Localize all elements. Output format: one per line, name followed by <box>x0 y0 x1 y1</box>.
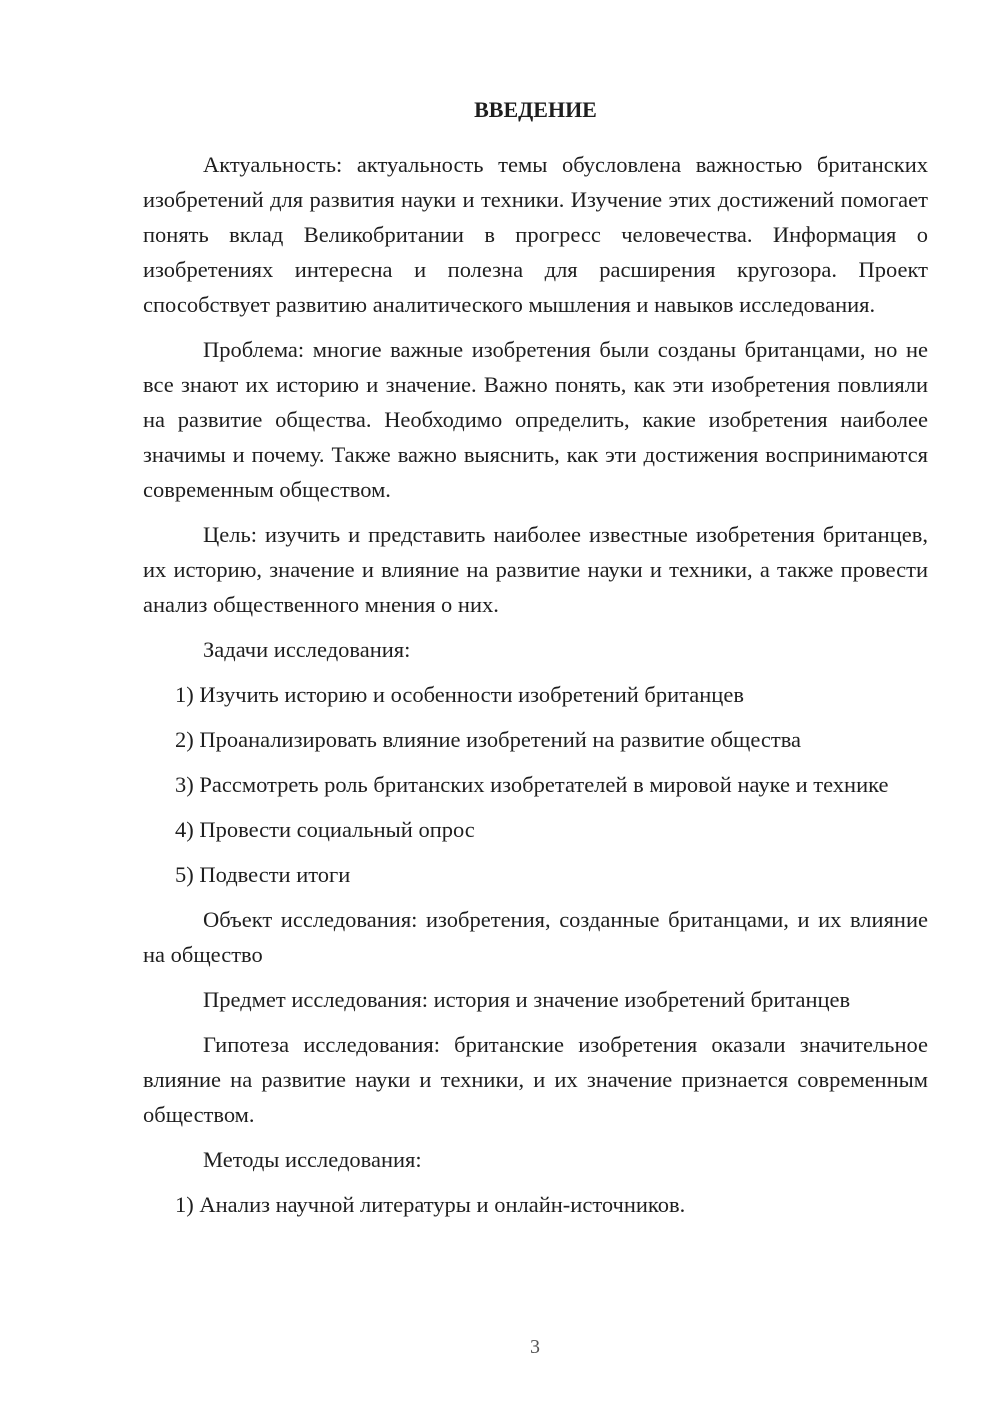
paragraph-subject: Предмет исследования: история и значение изобретений британцев <box>203 987 851 1012</box>
method-item-1: 1) Анализ научной литературы и онлайн-источников. <box>175 1192 686 1217</box>
task-item-5: 5) Подвести итоги <box>175 862 351 887</box>
task-item-1: 1) Изучить историю и особенности изобретений британцев <box>175 682 744 707</box>
paragraph-relevance: Актуальность: актуальность темы обусловлена важностью британских изобретений для развития науки и техники. Изучение этих достижений помогает понять вклад Великобритании в прогресс человечества. Информация о изобретениях интересна и полезна для расширения кругозора. Проект способствует развитию аналитического мышления и навыков исследования. <box>143 152 928 317</box>
task-item-2: 2) Проанализировать влияние изобретений на развитие общества <box>175 727 802 752</box>
page-number: 3 <box>530 1336 540 1358</box>
task-item-3: 3) Рассмотреть роль британских изобретателей в мировой науке и технике <box>175 772 889 797</box>
paragraph-problem: Проблема: многие важные изобретения были созданы британцами, но не все знают их историю и значение. Важно понять, как эти изобретения повлияли на развитие общества. Необходимо определить, какие изобретения наиболее значимы и почему. Также важно выяснить, как эти достижения воспринимаются современным обществом. <box>143 337 928 502</box>
page-content <box>143 92 928 1232</box>
paragraph-object: Объект исследования: изобретения, созданные британцами, и их влияние на общество <box>143 907 928 967</box>
paragraph-hypothesis: Гипотеза исследования: британские изобретения оказали значительное влияние на развитие науки и техники, и их значение признается современным обществом. <box>143 1032 928 1127</box>
paragraph-goal: Цель: изучить и представить наиболее известные изобретения британцев, их историю, значение и влияние на развитие науки и техники, а также провести анализ общественного мнения о них. <box>143 522 928 617</box>
task-item-4: 4) Провести социальный опрос <box>175 817 475 842</box>
tasks-heading: Задачи исследования: <box>203 637 411 662</box>
methods-heading: Методы исследования: <box>203 1147 422 1172</box>
page-title: ВВЕДЕНИЕ <box>474 97 597 122</box>
